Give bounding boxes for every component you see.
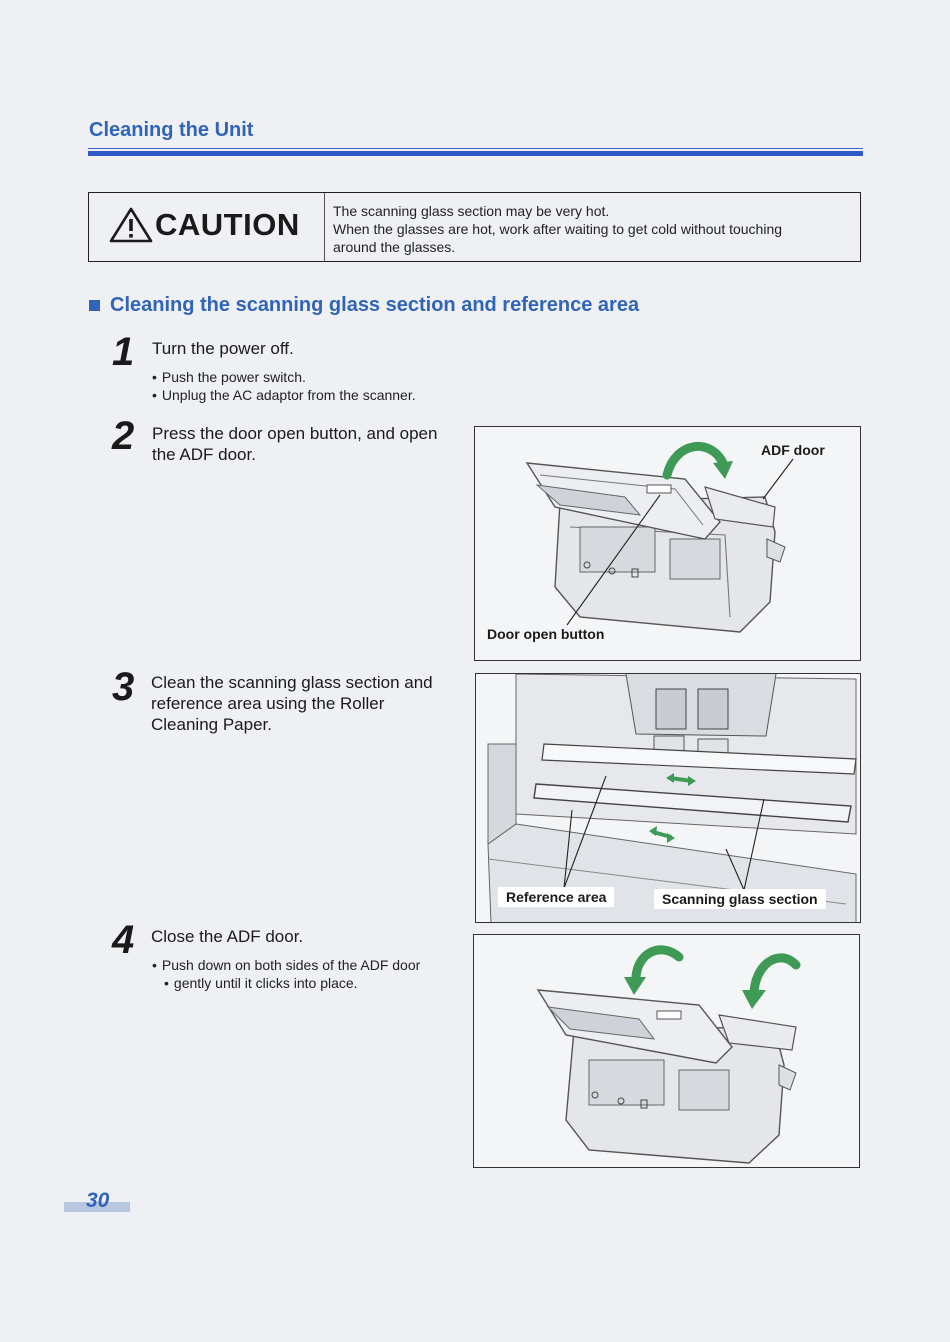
step-2-text-line: Press the door open button, and open (152, 424, 438, 443)
caution-label: CAUTION (155, 207, 300, 242)
step-3-text-line: Cleaning Paper. (151, 715, 272, 734)
step-3-number: 3 (112, 665, 135, 709)
scanner-interior-illustration (476, 674, 861, 923)
warning-triangle-icon (109, 207, 153, 243)
step-4-number: 4 (112, 918, 135, 962)
figure-adf-door-open (474, 426, 861, 661)
step-3-text-line: Clean the scanning glass section and (151, 673, 433, 692)
step-1-text: Turn the power off. (152, 339, 294, 358)
callout-door-open-button: Door open button (487, 626, 605, 642)
section-title: Cleaning the Unit (89, 119, 254, 141)
subsection-heading (89, 294, 639, 317)
step-4-sub-item-continuation: • gently until it clicks into place. (164, 974, 358, 992)
step-2-text (152, 423, 437, 465)
caution-label-group (109, 207, 300, 243)
header-rule-thick (88, 151, 863, 156)
caution-box (88, 192, 861, 262)
page-number: 30 (86, 1189, 110, 1212)
step-2-text-line: the ADF door. (152, 445, 256, 464)
header-rule-thin (88, 148, 863, 149)
scanner-closing-illustration (474, 935, 860, 1168)
step-4-text: Close the ADF door. (151, 927, 304, 946)
heading-bullet-icon (89, 300, 100, 311)
figure-scanning-glass (475, 673, 861, 923)
step-1-sub-item: • Unplug the AC adaptor from the scanner. (152, 386, 416, 404)
caution-line: around the glasses. (333, 239, 456, 255)
caution-text (333, 202, 853, 256)
subsection-heading-text: Cleaning the scanning glass section and reference area (110, 294, 640, 316)
step-4-sub-item: • Push down on both sides of the ADF door (152, 956, 420, 974)
step-2-number: 2 (112, 414, 135, 458)
callout-scanning-glass-section: Scanning glass section (654, 889, 826, 909)
callout-adf-door: ADF door (761, 442, 825, 458)
step-3-text (151, 672, 433, 735)
figure-adf-door-close (473, 934, 860, 1168)
caution-line: The scanning glass section may be very hot. (333, 203, 610, 219)
step-1-number: 1 (112, 330, 135, 374)
step-3-text-line: reference area using the Roller (151, 694, 385, 713)
callout-reference-area: Reference area (498, 887, 614, 907)
step-1-sub-item: • Push the power switch. (152, 368, 306, 386)
caution-divider (324, 193, 325, 261)
caution-line: When the glasses are hot, work after waiting to get cold without touching (333, 221, 783, 237)
